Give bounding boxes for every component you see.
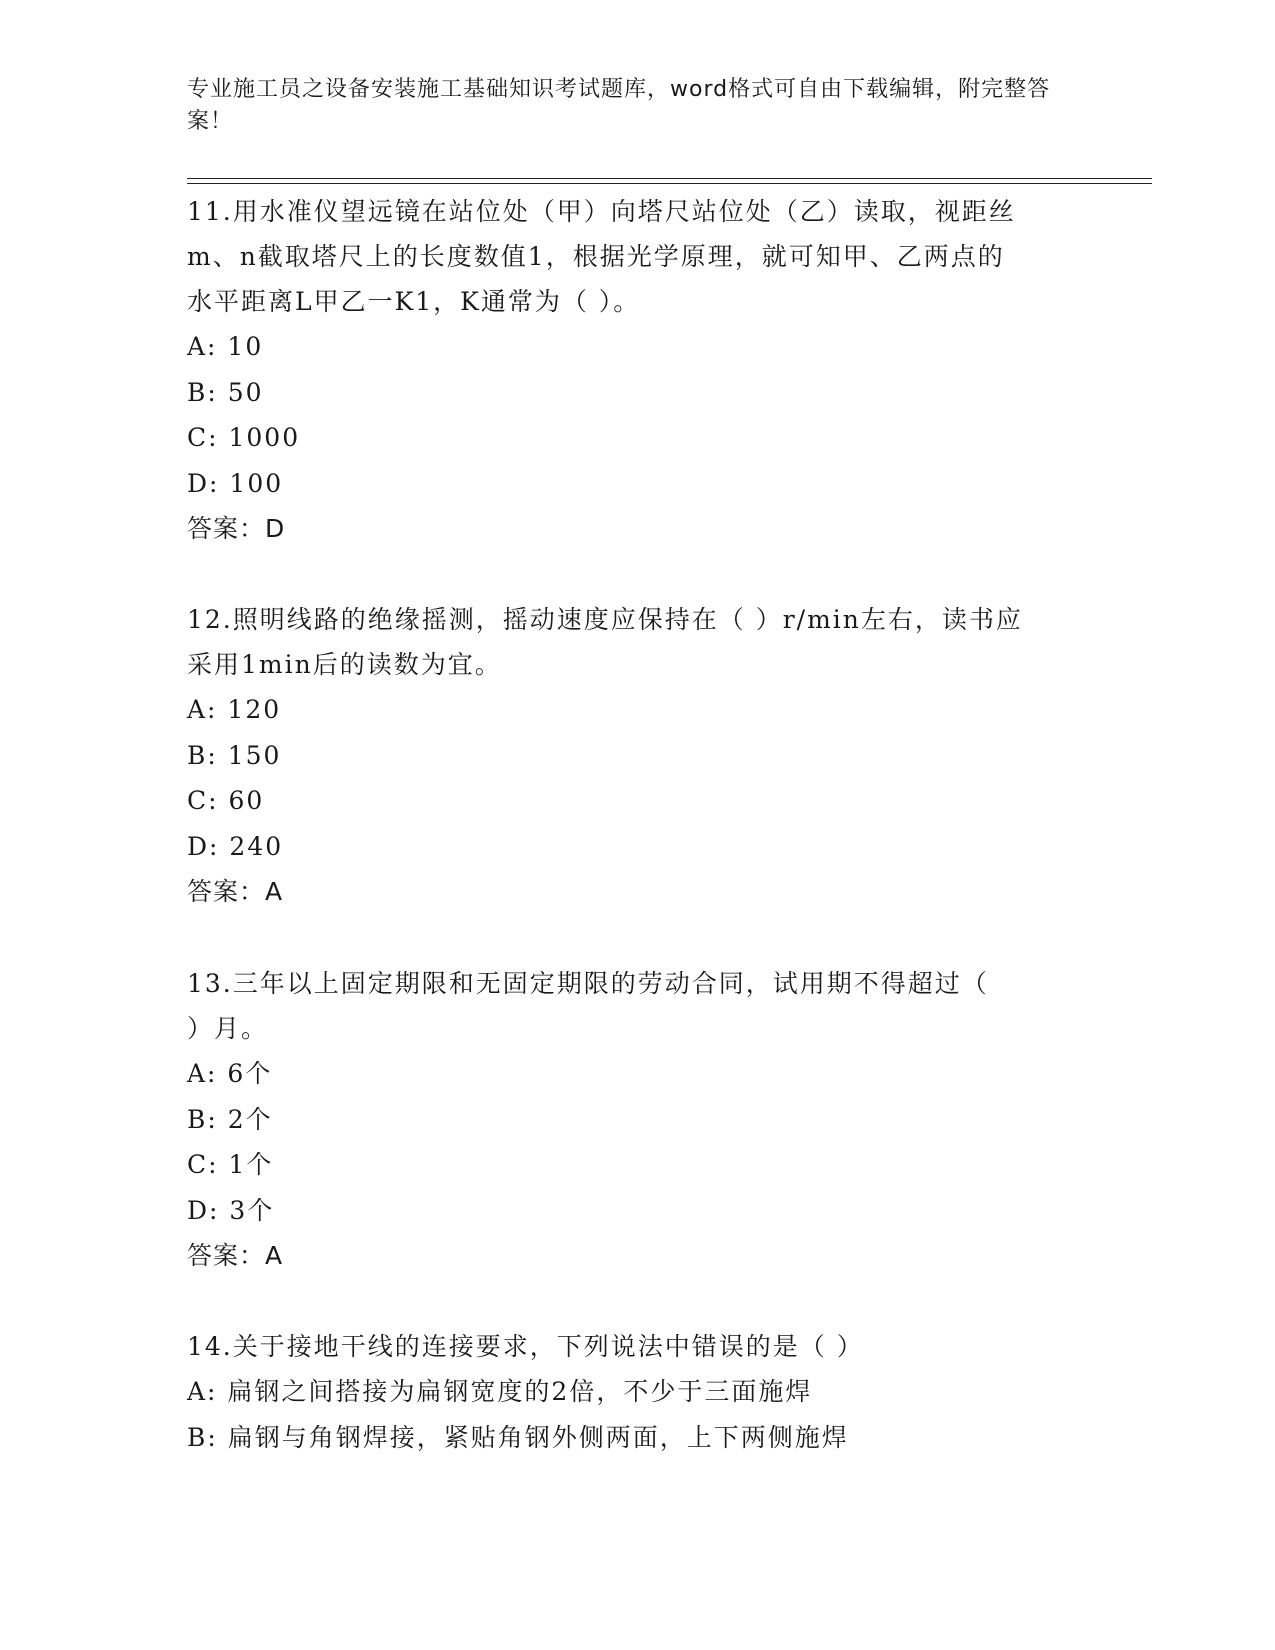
option-c: C: 60 (187, 786, 265, 815)
option-b: B: 2个 (187, 1104, 273, 1134)
option-a: A: 10 (187, 332, 264, 361)
question-stem-line: 11.用水准仪望远镜在站位处（甲）向塔尺站位处（乙）读取，视距丝 (187, 197, 1016, 226)
option-a: A: 6个 (187, 1059, 273, 1088)
question-14 (187, 1324, 1087, 1460)
question-stem-line: 采用1min后的读数为宜。 (187, 650, 502, 679)
option-a: A: 120 (187, 695, 282, 724)
header-title: 专业施工员之设备安装施工基础知识考试题库，word格式可自由下载编辑，附完整答案！ (187, 77, 1051, 134)
option-b: B: 150 (187, 740, 282, 770)
question-stem-line: ）月。 (187, 1014, 269, 1043)
question-13 (187, 961, 1087, 1279)
answer: 答案：D (187, 514, 286, 543)
answer: 答案：A (187, 1241, 284, 1270)
option-d: D: 240 (187, 831, 284, 861)
question-stem-line: 14.关于接地干线的连接要求，下列说法中错误的是（ ） (187, 1332, 864, 1361)
question-stem-line: 13.三年以上固定期限和无固定期限的劳动合同，试用期不得超过（ (187, 969, 989, 998)
option-d: D: 100 (187, 468, 284, 498)
document-header (187, 74, 1067, 138)
option-a: A: 扁钢之间搭接为扁钢宽度的2倍，不少于三面施焊 (187, 1377, 813, 1406)
question-11 (187, 189, 1087, 552)
option-b: B: 扁钢与角钢焊接，紧贴角钢外侧两面，上下两侧施焊 (187, 1422, 849, 1452)
option-c: C: 1个 (187, 1150, 274, 1179)
option-d: D: 3个 (187, 1195, 275, 1225)
header-divider-top (187, 178, 1152, 179)
option-b: B: 50 (187, 377, 264, 407)
question-stem-line: m、n截取塔尺上的长度数值1，根据光学原理，就可知甲、乙两点的 (187, 242, 1005, 271)
header-divider-bottom (187, 183, 1152, 184)
question-stem-line: 水平距离L甲乙一K1，K通常为（ ）。 (187, 287, 641, 316)
answer: 答案：A (187, 877, 284, 906)
question-stem-line: 12.照明线路的绝缘摇测，摇动速度应保持在（ ）r/min左右，读书应 (187, 605, 1023, 634)
option-c: C: 1000 (187, 423, 301, 452)
question-12 (187, 597, 1087, 915)
